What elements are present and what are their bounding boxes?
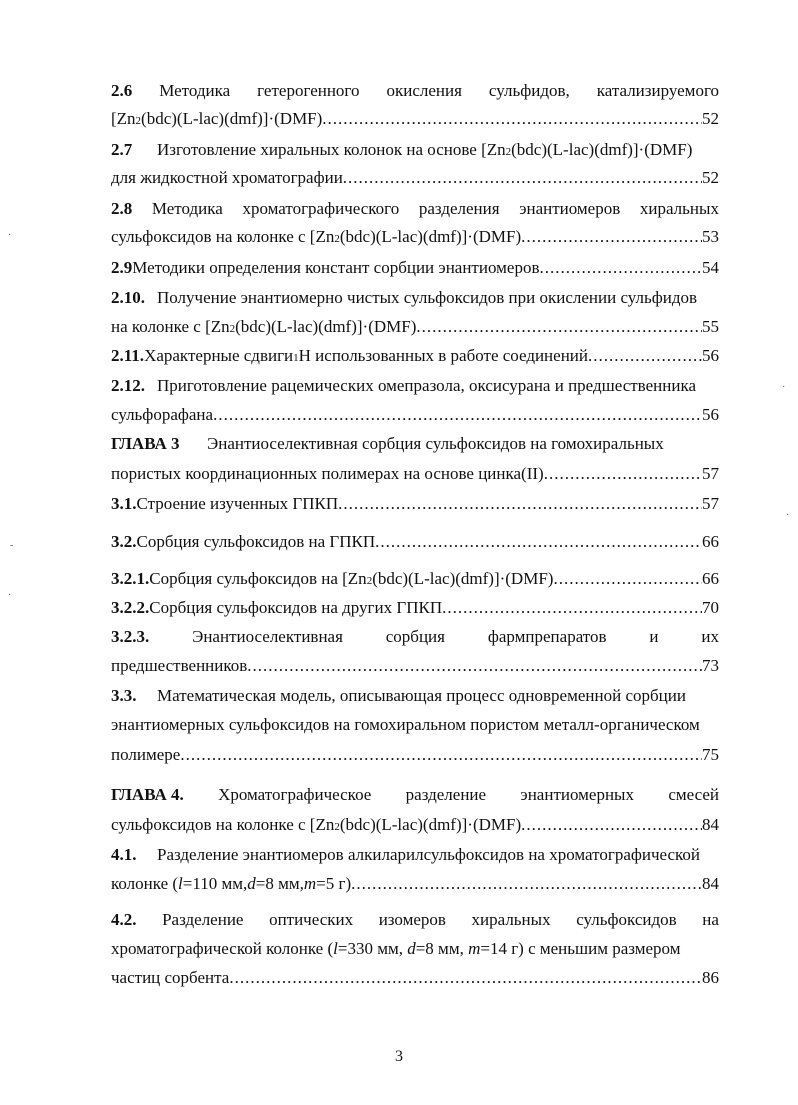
entry-number: 2.9 [111,258,133,277]
dot-leader [442,597,702,619]
toc-entry-2-11: 2.11. Характерные сдвиги 1 H использованных в работе соединений ..... 56 [111,345,719,367]
toc-entry-2-10-line1: 2.10. Получение энантиомерно чистых сульфоксидов при окислении сульфидов [111,288,698,307]
page-ref: 75 [702,745,719,764]
dot-leader [247,655,702,677]
toc-chapter-4-line1: ГЛАВА 4. Хроматографическое разделение энантиомерных смесей [111,785,719,804]
toc-entry-3-2: 3.2. Сорбция сульфоксидов на ГПКП ..... 66 [111,531,719,553]
dot-leader [375,531,702,553]
toc-entry-3-2-3-line1: 3.2.3. Энантиоселективная сорбция фармпрепаратов и их [111,627,719,646]
dot-leader [338,493,702,515]
toc-entry-3-3-line3: полимере ..... 75 [111,744,719,766]
page-ref: 66 [702,532,719,551]
toc-entry-3-1: 3.1. Строение изученных ГПКП ..... 57 [111,493,719,515]
scan-speck: · [786,510,790,521]
toc-chapter-4-line2: сульфоксидов на колонке с [Zn 2 (bdc)(L-lac)(dmf)]·(DMF) ..... 84 [111,814,719,836]
toc-entry-3-3-line1: 3.3. Математическая модель, описывающая процесс одновременной сорбции [111,686,686,705]
entry-number: 4.2. [111,910,137,929]
toc-entry-2-9: 2.9 Методики определения констант сорбции энантиомеров ..... 54 [111,257,719,279]
page-ref: 70 [702,598,719,617]
entry-number: 3.1. [111,494,137,513]
page-ref: 56 [702,346,719,365]
toc-entry-3-3-line2: энантиомерных сульфоксидов на гомохиральном пористом металл-органическом [111,715,700,734]
scan-speck: · [8,590,12,601]
toc-entry-2-12-line1: 2.12. Приготовление рацемических омепразола, оксисурана и предшественника [111,376,696,395]
dot-leader [229,967,702,989]
entry-number: 2.12. [111,376,145,395]
dot-leader [416,316,702,338]
entry-number: 2.11. [111,346,145,365]
dot-leader [351,873,702,895]
dot-leader [521,226,702,248]
toc-entry-2-6-line1: 2.6 Методика гетерогенного окисления сульфидов, катализируемого [111,81,719,100]
entry-number: 2.8 [111,199,133,218]
toc-chapter-3-line1: ГЛАВА 3 Энантиоселективная сорбция сульфоксидов на гомохиральных [111,434,664,453]
page-ref: 57 [702,494,719,513]
scan-speck: · [8,230,12,241]
dot-leader [213,404,702,426]
toc-entry-3-2-1: 3.2.1. Сорбция сульфоксидов на [Zn 2 (bdc)(L-lac)(dmf)]·(DMF) ..... 66 [111,568,719,590]
page-ref: 66 [702,569,719,588]
toc-chapter-3-line2: пористых координационных полимерах на основе цинка(II) ..... 57 [111,463,719,485]
entry-number: 2.7 [111,140,133,159]
page-number: 3 [395,1048,403,1065]
toc-entry-4-1-line2: колонке ( l =110 мм, d =8 мм, m =5 г) ..... 84 [111,873,719,895]
page-ref: 56 [702,405,719,424]
toc-entry-3-2-2: 3.2.2. Сорбция сульфоксидов на других ГПКП ..... 70 [111,597,719,619]
page-ref: 52 [702,168,719,187]
entry-number: 2.10. [111,288,145,307]
toc-entry-2-7-line1: 2.7 Изготовление хиральных колонок на основе [Zn 2 (bdc)(L-lac)(dmf)]·(DMF) [111,140,693,159]
toc-entry-2-12-line2: сульфорафана ..... 56 [111,404,719,426]
dot-leader [544,463,702,485]
toc-entry-2-7-line2: для жидкостной хроматографии ..... 52 [111,167,719,189]
scan-speck: - [10,540,14,551]
page-ref: 73 [702,656,719,675]
dot-leader [343,167,702,189]
page-ref: 55 [702,317,719,336]
page-ref: 86 [702,968,719,987]
toc-entry-4-2-line1: 4.2. Разделение оптических изомеров хиральных сульфоксидов на [111,910,719,929]
toc-entry-4-1-line1: 4.1. Разделение энантиомеров алкиларилсульфоксидов на хроматографической [111,845,701,864]
scan-speck: · [782,382,786,393]
chapter-label: ГЛАВА 3 [111,434,180,453]
dot-leader [539,257,702,279]
page-ref: 54 [702,258,719,277]
entry-number: 4.1. [111,845,137,864]
dot-leader [553,568,702,590]
page-ref: 84 [702,874,719,893]
toc-entry-2-8-line1: 2.8 Методика хроматографического разделения энантиомеров хиральных [111,199,719,218]
page-ref: 53 [702,227,719,246]
page-ref: 84 [702,815,719,834]
dot-leader [588,345,702,367]
entry-number: 3.3. [111,686,137,705]
page-ref: 52 [702,109,719,128]
entry-number: 3.2.1. [111,569,150,588]
page-ref: 57 [702,464,719,483]
dot-leader [180,744,702,766]
chapter-label: ГЛАВА 4. [111,785,184,804]
entry-number: 2.6 [111,81,133,100]
toc-entry-4-2-line2: хроматографической колонке (l=330 мм, d=8 мм, m=14 г) с меньшим размером [111,939,681,958]
toc-entry-4-2-line3: частиц сорбента ..... 86 [111,967,719,989]
toc-entry-2-10-line2: на колонке с [Zn 2 (bdc)(L-lac)(dmf)]·(DMF) ..... 55 [111,316,719,338]
dot-leader [521,814,702,836]
dot-leader [322,108,702,130]
toc-entry-2-8-line2: сульфоксидов на колонке с [Zn 2 (bdc)(L-lac)(dmf)]·(DMF) ..... 53 [111,226,719,248]
entry-number: 3.2.3. [111,627,150,646]
entry-number: 3.2. [111,532,137,551]
toc-entry-3-2-3-line2: предшественников ..... 73 [111,655,719,677]
toc-entry-2-6-line2: [Zn 2 (bdc)(L-lac)(dmf)]·(DMF) ..... 52 [111,108,719,130]
entry-number: 3.2.2. [111,598,150,617]
